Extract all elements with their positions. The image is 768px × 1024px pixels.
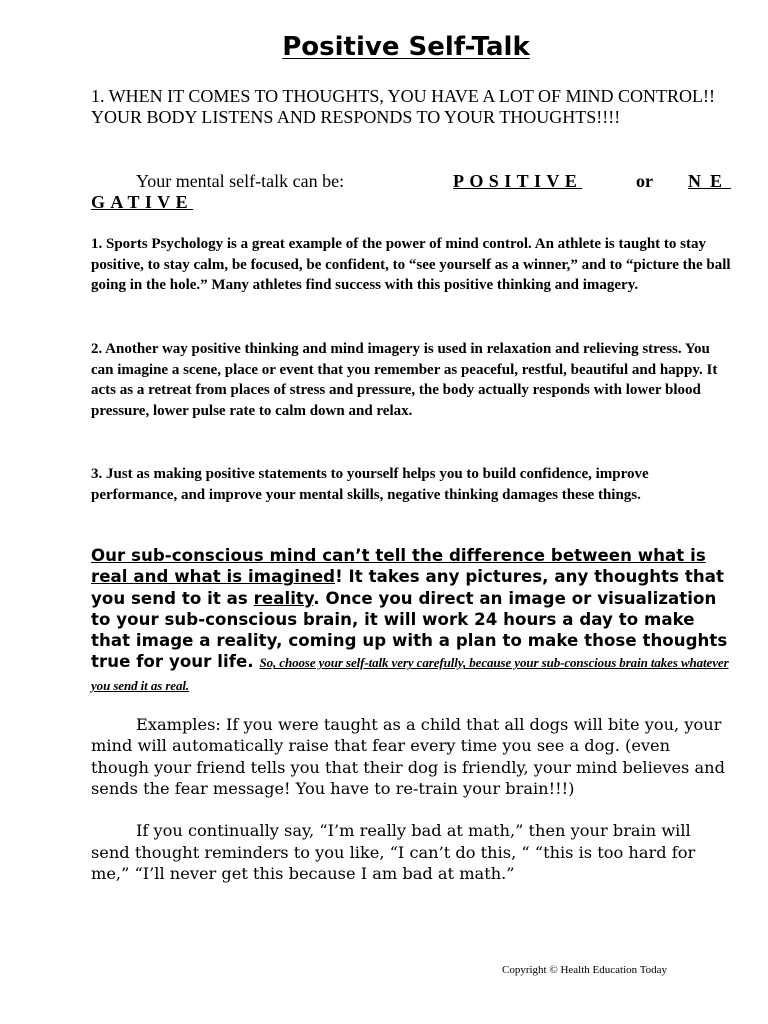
- negative-word-start: NE: [688, 171, 732, 191]
- negative-word-end: GATIVE: [91, 192, 194, 212]
- intro-line-1: 1. WHEN IT COMES TO THOUGHTS, YOU HAVE A LOT OF MIND CONTROL!!: [91, 86, 716, 106]
- self-talk-note: So, choose your self-talk very carefully, because your sub-conscious brain takes whatever you send it as real.: [91, 655, 729, 693]
- mental-self-talk-row: [91, 171, 731, 211]
- copyright-footer: Copyright © Health Education Today: [502, 964, 668, 976]
- page-title: Positive Self-Talk: [282, 32, 530, 62]
- examples-block: [91, 714, 731, 884]
- subconscious-underlined-text: Our sub-conscious mind can’t tell the difference between what is real and what is imagined: [91, 546, 706, 587]
- subconscious-paragraph: [91, 545, 731, 696]
- subconscious-text-2: ! It takes any pictures, any thoughts that you send to it as: [91, 567, 724, 608]
- paragraph-sports-psychology: 1. Sports Psychology is a great example of the power of mind control. An athlete is taught to stay positive, to stay calm, be focused, be confident, to “see yourself as a winner,” and to “picture the ball going in the hole.” Many athletes find success with this positive thinking and imagery.: [91, 236, 731, 294]
- example-dogs: Examples: If you were taught as a child that all dogs will bite you, your mind will automatically raise that fear every time you see a dog. (even though your friend tells you that their dog is friendly, your mind believes and sends the fear message! You have to re-train your brain!!!): [91, 715, 725, 798]
- paragraph-relaxation: 2. Another way positive thinking and mind imagery is used in relaxation and relieving stress. You can imagine a scene, place or event that you remember as peaceful, restful, beautiful and happy. It acts as a retreat from places of stress and pressure, the body actually responds with lower blood pressure, lower pulse rate to calm down and relax.: [91, 341, 718, 420]
- or-word: or: [636, 171, 653, 191]
- positive-word: POSITIVE: [453, 171, 583, 191]
- intro-line-2: YOUR BODY LISTENS AND RESPONDS TO YOUR THOUGHTS!!!!: [91, 107, 621, 127]
- mental-self-talk-label: Your mental self-talk can be:: [136, 171, 345, 191]
- subconscious-text-3: . Once you direct an image or visualization to your sub-conscious brain, it will work 24 hours a day to make that image a reality, coming up with a plan to make those thoughts true for your life.: [91, 588, 728, 672]
- paragraph-negative-thinking: 3. Just as making positive statements to yourself helps you to build confidence, improve performance, and improve your mental skills, negative thinking damages these things.: [91, 466, 649, 503]
- reality-word: reality: [253, 588, 314, 608]
- intro-block: [91, 86, 731, 128]
- example-math: If you continually say, “I’m really bad at math,” then your brain will send thought reminders to you like, “I can’t do this, “ “this is too hard for me,” “I’ll never get this because I am bad at math.”: [91, 821, 696, 884]
